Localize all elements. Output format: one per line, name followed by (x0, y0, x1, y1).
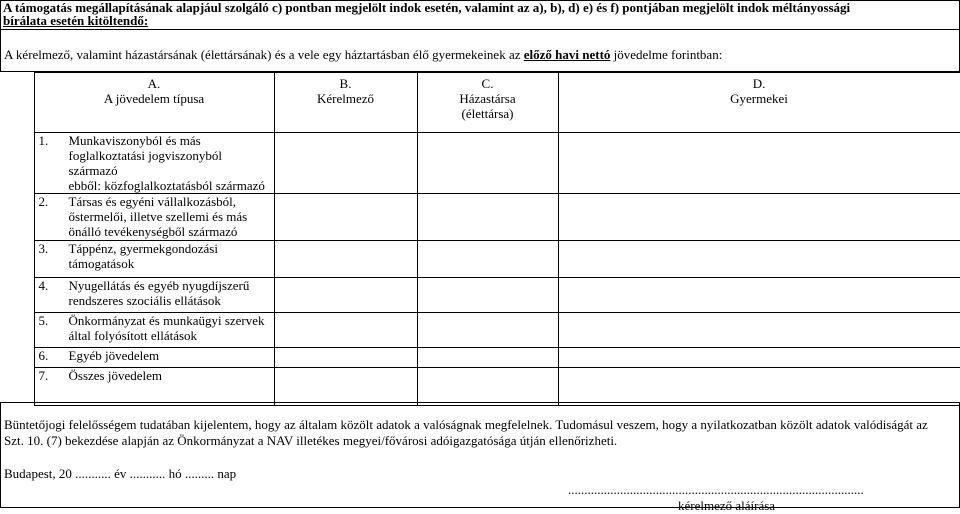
row-number: 1. (38, 133, 49, 148)
value-cell-spouse[interactable] (417, 133, 558, 194)
column-letter: A. (147, 76, 161, 91)
value-cell-spouse[interactable] (417, 313, 558, 348)
table-spacer (0, 194, 34, 241)
row-label (35, 241, 274, 271)
table-row (0, 278, 960, 313)
row-label-cell (34, 278, 274, 313)
table-row (0, 241, 960, 278)
value-cell-spouse[interactable] (417, 278, 558, 313)
column-title: A jövedelem típusa (103, 91, 205, 106)
row-label-line: Összes jövedelem (68, 368, 163, 383)
signature-line[interactable]: ........................................................................................... (568, 482, 864, 497)
place-date-field[interactable]: Budapest, 20 ........... év ........... hó ......... nap (4, 466, 237, 481)
signature-label: kérelmező aláírása (678, 498, 776, 513)
value-cell-applicant[interactable] (274, 368, 417, 406)
row-label-line: foglalkoztatási jogviszonyból származó (68, 148, 222, 178)
row-label-cell (34, 368, 274, 406)
declaration-line1: Büntetőjogi felelősségem tudatában kijelentem, hogy az általam közölt adatok a valóságnak megfelelnek. Tudomásul veszem, hogy a nyilatkozatban közölt adatok valódiságát az (4, 417, 928, 432)
row-label-line: Önkormányzat és munkaügyi szervek (68, 313, 265, 328)
row-label-line: Munkaviszonyból és más (68, 133, 201, 148)
row-label-line: Táppénz, gyermekgondozási (68, 241, 218, 256)
column-title: Gyermekei (730, 91, 788, 106)
value-cell-children[interactable] (558, 194, 960, 241)
row-label (35, 348, 274, 363)
value-cell-spouse[interactable] (417, 348, 558, 368)
table-spacer (0, 348, 34, 368)
row-label-line: Társas és egyéni vállalkozásból, (68, 194, 236, 209)
row-label-line: önálló tevékenységből származó (68, 224, 238, 239)
intro-text-emphasis: előző havi nettó (523, 47, 611, 62)
row-label-line: őstermelői, illetve szellemi és más (68, 209, 248, 224)
row-label-line: ebből: közfoglalkoztatásból származó (68, 178, 265, 193)
table-row (0, 313, 960, 348)
intro-text (4, 47, 722, 63)
row-label-cell (34, 348, 274, 368)
table-row (0, 348, 960, 368)
value-cell-children[interactable] (558, 313, 960, 348)
declaration-section (0, 402, 960, 513)
row-label-line: rendszeres szociális ellátások (68, 293, 221, 308)
table-spacer (0, 368, 34, 406)
row-number: 7. (38, 368, 49, 383)
column-letter: B. (339, 76, 352, 91)
column-header-c (417, 73, 558, 133)
value-cell-applicant[interactable] (274, 133, 417, 194)
table-spacer (0, 133, 34, 194)
row-label-cell (34, 313, 274, 348)
row-number: 2. (38, 194, 49, 209)
column-title: Házastársa (élettársa) (459, 91, 516, 121)
row-label-line: támogatások (68, 256, 135, 271)
row-label (35, 278, 274, 308)
header-title-line2: bírálata esetén kitöltendő: (3, 13, 149, 28)
value-cell-children[interactable] (558, 348, 960, 368)
value-cell-applicant[interactable] (274, 241, 417, 278)
row-label (35, 194, 274, 239)
value-cell-applicant[interactable] (274, 194, 417, 241)
column-letter: C. (481, 76, 494, 91)
table-spacer (0, 73, 34, 133)
value-cell-spouse[interactable] (417, 241, 558, 278)
value-cell-children[interactable] (558, 368, 960, 406)
row-label (35, 313, 274, 343)
header-section (0, 0, 960, 30)
row-label (35, 368, 274, 383)
table-spacer (0, 313, 34, 348)
row-label-line: Egyéb jövedelem (68, 348, 160, 363)
table-header-row (0, 73, 960, 133)
value-cell-children[interactable] (558, 133, 960, 194)
column-header-b (274, 73, 417, 133)
header-title-line1: A támogatás megállapításának alapjául szolgáló c) pontban megjelölt indok esetén, valamint az a), b), d) e) és f) pontjában megjelölt indok méltányossági (3, 0, 851, 15)
declaration-line2: Szt. 10. (7) bekezdése alapján az Önkormányzat a NAV illetékes megyei/fővárosi adóigazgatósága útján ellenőrizheti. (4, 433, 618, 448)
value-cell-applicant[interactable] (274, 348, 417, 368)
row-number: 4. (38, 278, 49, 293)
table-spacer (0, 241, 34, 278)
value-cell-applicant[interactable] (274, 278, 417, 313)
row-label-cell (34, 133, 274, 194)
column-letter: D. (752, 76, 766, 91)
row-label-cell (34, 241, 274, 278)
intro-text-part1: A kérelmező, valamint házastársának (élettársának) és a vele egy háztartásban élő gyermekeinek az (4, 47, 524, 62)
value-cell-children[interactable] (558, 241, 960, 278)
intro-text-part2: jövedelme forintban: (610, 47, 723, 62)
value-cell-spouse[interactable] (417, 368, 558, 406)
intro-section (0, 29, 960, 72)
row-number: 6. (38, 348, 49, 363)
row-label-line: Nyugellátás és egyéb nyugdíjszerű (68, 278, 250, 293)
row-number: 5. (38, 313, 49, 328)
table-spacer (0, 278, 34, 313)
value-cell-spouse[interactable] (417, 194, 558, 241)
column-header-a (34, 73, 274, 133)
row-number: 3. (38, 241, 49, 256)
column-header-d (558, 73, 960, 133)
row-label-cell (34, 194, 274, 241)
row-label-line: által folyósított ellátások (68, 328, 198, 343)
value-cell-children[interactable] (558, 278, 960, 313)
row-label (35, 133, 274, 193)
income-rows (0, 133, 960, 406)
column-title: Kérelmező (316, 91, 375, 106)
table-row (0, 133, 960, 194)
table-row (0, 368, 960, 406)
table-row (0, 194, 960, 241)
income-table (0, 72, 960, 406)
value-cell-applicant[interactable] (274, 313, 417, 348)
